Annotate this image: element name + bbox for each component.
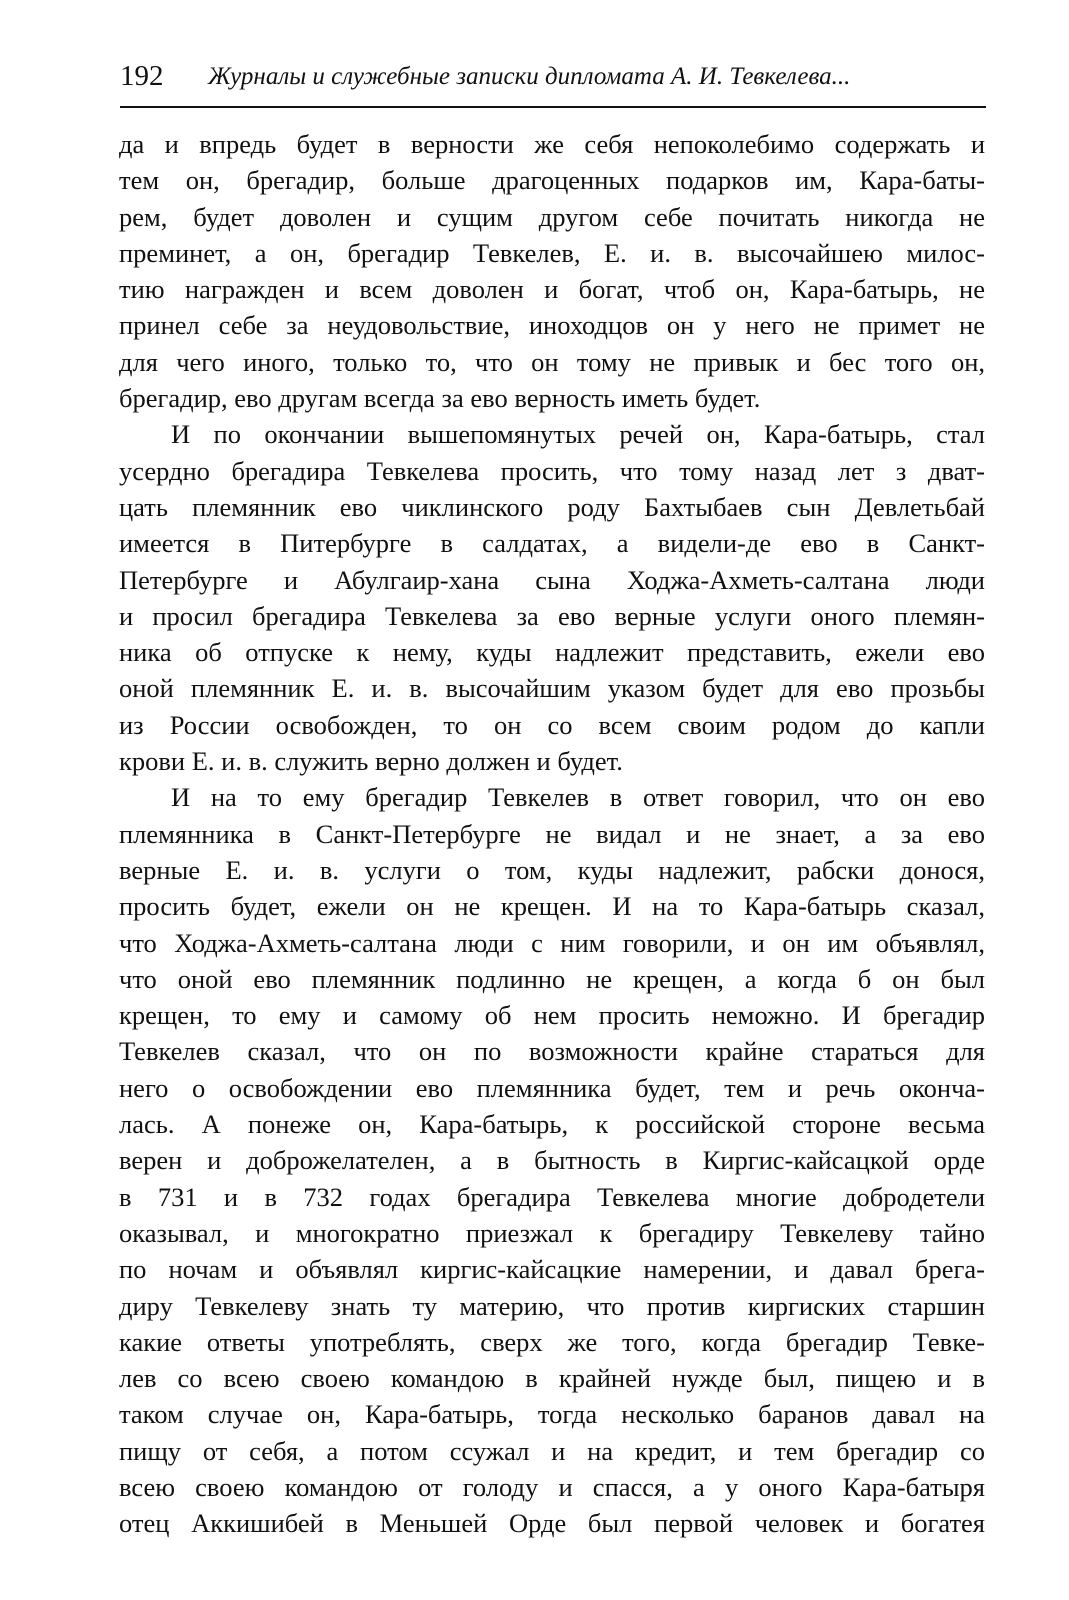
text-line: что оной ево племянник подлинно не крещен, а когда б он был: [119, 963, 985, 994]
text-line: тем он, брегадир, больше драгоценных подарков им, Кара-баты-: [119, 165, 985, 196]
text-line: крещен, то ему и самому об нем просить неможно. И брегадир: [119, 1000, 985, 1031]
text-line: имеется в Питербурге в салдатах, а видели-де ево в Санкт-: [119, 528, 985, 559]
text-line: для чего иного, только то, что он тому не привык и бес того он,: [119, 346, 985, 377]
text-line: всею своею командою от голоду и спасся, а у оного Кара-батыря: [119, 1471, 985, 1502]
body-text: [119, 126, 985, 1542]
text-line: верные Е. и. в. услуги о том, куды надлежит, рабски донося,: [119, 854, 985, 885]
page-number: 192: [120, 60, 164, 92]
running-title: Журналы и служебные записки дипломата А. И. Тевкелева...: [208, 63, 851, 90]
text-line: лась. А понеже он, Кара-батырь, к российской стороне весьма: [119, 1109, 985, 1140]
text-line: него о освобождении ево племянника будет, тем и речь оконча-: [119, 1072, 985, 1103]
text-line: племянника в Санкт-Петербурге не видал и не знает, а за ево: [119, 818, 985, 849]
header-rule: [120, 106, 986, 108]
text-line: ника об отпуске к нему, куды надлежит представить, ежели ево: [119, 637, 985, 668]
text-line: какие ответы употреблять, сверх же того, когда брегадир Тевке-: [119, 1326, 985, 1357]
text-line: Петербурге и Абулгаир-хана сына Ходжа-Ахметь-салтана люди: [119, 564, 985, 595]
text-line: и просил брегадира Тевкелева за ево верные услуги оного племян-: [119, 600, 985, 631]
text-line: диру Тевкелеву знать ту материю, что против киргиских старшин: [119, 1290, 985, 1321]
text-line: Тевкелев сказал, что он по возможности крайне стараться для: [119, 1036, 985, 1067]
text-line: цать племянник ево чиклинского роду Бахтыбаев сын Девлетьбай: [119, 491, 985, 522]
text-line: усердно брегадира Тевкелева просить, что тому назад лет з дват-: [119, 455, 985, 486]
text-line: тию награжден и всем доволен и богат, чтоб он, Кара-батырь, не: [119, 274, 985, 305]
text-line: оной племянник Е. и. в. высочайшим указом будет для ево прозьбы: [119, 673, 985, 704]
text-line: принел себе за неудовольствие, иноходцов он у него не примет не: [119, 310, 985, 341]
text-line: что Ходжа-Ахметь-салтана люди с ним говорили, и он им объявлял,: [119, 927, 985, 958]
text-line: лев со всею своею командою в крайней нужде был, пищею и в: [119, 1363, 985, 1394]
text-line: из России освобожден, то он со всем своим родом до капли: [119, 709, 985, 740]
text-line: рем, будет доволен и сущим другом себе почитать никогда не: [119, 201, 985, 232]
text-line: оказывал, и многократно приезжал к брегадиру Тевкелеву тайно: [119, 1217, 985, 1248]
text-line: да и впредь будет в верности же себя непоколебимо содержать и: [119, 129, 985, 159]
text-line: просить будет, ежели он не крещен. И на то Кара-батырь сказал,: [119, 891, 985, 922]
text-line: верен и доброжелателен, а в бытность в Киргис-кайсацкой орде: [119, 1145, 985, 1176]
text-line: крови Е. и. в. служить верно должен и будет.: [119, 746, 623, 777]
text-line: в 731 и в 732 годах брегадира Тевкелева многие добродетели: [119, 1181, 985, 1212]
text-line: преминет, а он, брегадир Тевкелев, Е. и. в. высочайшею милос-: [119, 237, 985, 268]
text-line: брегадир, ево другам всегда за ево верность иметь будет.: [119, 383, 761, 414]
text-line: И на то ему брегадир Тевкелев в ответ говорил, что он ево: [171, 782, 985, 813]
text-line: пищу от себя, а потом ссужал и на кредит, и тем брегадир со: [119, 1435, 985, 1466]
text-line: отец Аккишибей в Меньшей Орде был первой человек и богатея: [119, 1508, 985, 1539]
text-line: таком случае он, Кара-батырь, тогда несколько баранов давал на: [119, 1399, 985, 1430]
text-line: И по окончании вышепомянутых речей он, Кара-батырь, стал: [171, 419, 985, 450]
text-line: по ночам и объявлял киргис-кайсацкие намерении, и давал брега-: [119, 1254, 985, 1285]
page-header: [120, 58, 985, 102]
